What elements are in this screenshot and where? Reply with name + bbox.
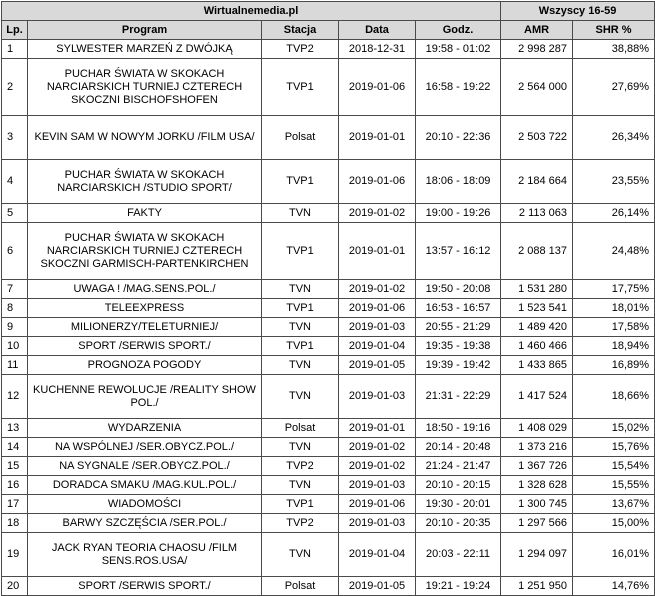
group-header: Wszyscy 16-59 (501, 2, 655, 21)
cell-shr: 15,02% (573, 419, 655, 438)
cell-data: 2019-01-05 (339, 356, 416, 375)
cell-amr: 1 294 097 (501, 533, 573, 577)
cell-data: 2019-01-02 (339, 438, 416, 457)
cell-program: JACK RYAN TEORIA CHAOSU /FILM SENS.ROS.USA/ (28, 533, 262, 577)
cell-lp: 5 (2, 204, 28, 223)
cell-godz: 19:00 - 19:26 (416, 204, 501, 223)
cell-data: 2019-01-06 (339, 299, 416, 318)
cell-program: KEVIN SAM W NOWYM JORKU /FILM USA/ (28, 116, 262, 160)
cell-stacja: TVP2 (262, 457, 339, 476)
table-row (2, 59, 655, 116)
cell-shr: 24,48% (573, 223, 655, 280)
cell-stacja: TVN (262, 533, 339, 577)
cell-program: WYDARZENIA (28, 419, 262, 438)
cell-data: 2019-01-01 (339, 419, 416, 438)
column-header-godz: Godz. (416, 21, 501, 40)
cell-amr: 2 184 664 (501, 160, 573, 204)
cell-data: 2019-01-02 (339, 280, 416, 299)
cell-stacja: TVP1 (262, 495, 339, 514)
cell-shr: 15,76% (573, 438, 655, 457)
table-row (2, 299, 655, 318)
cell-lp: 9 (2, 318, 28, 337)
cell-stacja: TVP1 (262, 337, 339, 356)
table-row (2, 476, 655, 495)
cell-data: 2019-01-03 (339, 514, 416, 533)
column-header-data: Data (339, 21, 416, 40)
table-row (2, 223, 655, 280)
column-header-amr: AMR (501, 21, 573, 40)
cell-lp: 6 (2, 223, 28, 280)
cell-amr: 1 531 280 (501, 280, 573, 299)
cell-stacja: TVN (262, 476, 339, 495)
cell-program: FAKTY (28, 204, 262, 223)
table-row (2, 514, 655, 533)
cell-program: UWAGA ! /MAG.SENS.POL./ (28, 280, 262, 299)
column-header-stacja: Stacja (262, 21, 339, 40)
cell-stacja: Polsat (262, 419, 339, 438)
cell-lp: 15 (2, 457, 28, 476)
cell-shr: 17,58% (573, 318, 655, 337)
cell-data: 2019-01-02 (339, 457, 416, 476)
cell-lp: 16 (2, 476, 28, 495)
cell-amr: 1 460 466 (501, 337, 573, 356)
cell-program: SPORT /SERWIS SPORT./ (28, 577, 262, 596)
cell-shr: 15,54% (573, 457, 655, 476)
cell-godz: 21:31 - 22:29 (416, 375, 501, 419)
cell-amr: 1 523 541 (501, 299, 573, 318)
cell-godz: 20:10 - 20:15 (416, 476, 501, 495)
cell-stacja: TVP1 (262, 223, 339, 280)
cell-shr: 15,00% (573, 514, 655, 533)
cell-stacja: TVN (262, 318, 339, 337)
column-header-shr: SHR % (573, 21, 655, 40)
cell-program: NA SYGNALE /SER.OBYCZ.POL./ (28, 457, 262, 476)
cell-amr: 2 088 137 (501, 223, 573, 280)
cell-shr: 17,75% (573, 280, 655, 299)
cell-program: KUCHENNE REWOLUCJE /REALITY SHOW POL./ (28, 375, 262, 419)
cell-stacja: TVP1 (262, 59, 339, 116)
column-header-lp: Lp. (2, 21, 28, 40)
cell-stacja: TVP2 (262, 40, 339, 59)
cell-lp: 12 (2, 375, 28, 419)
table-row (2, 356, 655, 375)
cell-lp: 1 (2, 40, 28, 59)
cell-amr: 1 417 524 (501, 375, 573, 419)
cell-data: 2019-01-06 (339, 160, 416, 204)
cell-godz: 19:35 - 19:38 (416, 337, 501, 356)
cell-shr: 13,67% (573, 495, 655, 514)
cell-shr: 18,94% (573, 337, 655, 356)
cell-program: DORADCA SMAKU /MAG.KUL.POL./ (28, 476, 262, 495)
cell-stacja: TVP1 (262, 299, 339, 318)
cell-godz: 19:39 - 19:42 (416, 356, 501, 375)
cell-amr: 1 489 420 (501, 318, 573, 337)
cell-program: PROGNOZA POGODY (28, 356, 262, 375)
cell-stacja: TVN (262, 438, 339, 457)
cell-shr: 15,55% (573, 476, 655, 495)
table-row (2, 280, 655, 299)
table-row (2, 577, 655, 596)
cell-lp: 8 (2, 299, 28, 318)
cell-data: 2019-01-03 (339, 476, 416, 495)
cell-program: PUCHAR ŚWIATA W SKOKACH NARCIARSKICH TURNIEJ CZTERECH SKOCZNI BISCHOFSHOFEN (28, 59, 262, 116)
cell-amr: 1 300 745 (501, 495, 573, 514)
cell-lp: 19 (2, 533, 28, 577)
table-row (2, 318, 655, 337)
cell-amr: 1 367 726 (501, 457, 573, 476)
cell-data: 2019-01-03 (339, 375, 416, 419)
cell-program: TELEEXPRESS (28, 299, 262, 318)
cell-godz: 21:24 - 21:47 (416, 457, 501, 476)
cell-amr: 2 113 063 (501, 204, 573, 223)
cell-program: PUCHAR ŚWIATA W SKOKACH NARCIARSKICH TURNIEJ CZTERECH SKOCZNI GARMISCH-PARTENKIRCHEN (28, 223, 262, 280)
cell-godz: 20:03 - 22:11 (416, 533, 501, 577)
cell-godz: 20:14 - 20:48 (416, 438, 501, 457)
table-row (2, 375, 655, 419)
cell-stacja: TVN (262, 204, 339, 223)
cell-shr: 26,14% (573, 204, 655, 223)
cell-amr: 2 503 722 (501, 116, 573, 160)
table-row (2, 419, 655, 438)
cell-godz: 16:53 - 16:57 (416, 299, 501, 318)
cell-program: WIADOMOŚCI (28, 495, 262, 514)
cell-amr: 2 998 287 (501, 40, 573, 59)
table-row (2, 438, 655, 457)
cell-stacja: TVN (262, 280, 339, 299)
cell-amr: 1 373 216 (501, 438, 573, 457)
cell-data: 2019-01-01 (339, 116, 416, 160)
cell-stacja: TVN (262, 375, 339, 419)
cell-program: MILIONERZY/TELETURNIEJ/ (28, 318, 262, 337)
cell-godz: 19:50 - 20:08 (416, 280, 501, 299)
cell-program: SPORT /SERWIS SPORT./ (28, 337, 262, 356)
source-header: Wirtualnemedia.pl (2, 2, 501, 21)
cell-lp: 4 (2, 160, 28, 204)
cell-godz: 20:10 - 20:35 (416, 514, 501, 533)
cell-lp: 20 (2, 577, 28, 596)
table-row (2, 337, 655, 356)
cell-shr: 18,01% (573, 299, 655, 318)
cell-godz: 19:30 - 20:01 (416, 495, 501, 514)
cell-shr: 18,66% (573, 375, 655, 419)
cell-amr: 1 297 566 (501, 514, 573, 533)
cell-godz: 20:55 - 21:29 (416, 318, 501, 337)
header-row-columns (2, 21, 655, 40)
cell-shr: 26,34% (573, 116, 655, 160)
cell-data: 2019-01-04 (339, 533, 416, 577)
cell-lp: 10 (2, 337, 28, 356)
cell-amr: 1 433 865 (501, 356, 573, 375)
table-row (2, 116, 655, 160)
table-row (2, 533, 655, 577)
cell-shr: 38,88% (573, 40, 655, 59)
cell-amr: 1 408 029 (501, 419, 573, 438)
table-row (2, 495, 655, 514)
cell-stacja: Polsat (262, 577, 339, 596)
cell-stacja: TVP1 (262, 160, 339, 204)
cell-data: 2019-01-01 (339, 223, 416, 280)
cell-godz: 20:10 - 22:36 (416, 116, 501, 160)
cell-godz: 13:57 - 16:12 (416, 223, 501, 280)
table-row (2, 160, 655, 204)
cell-godz: 18:06 - 18:09 (416, 160, 501, 204)
cell-shr: 27,69% (573, 59, 655, 116)
cell-program: BARWY SZCZĘŚCIA /SER.POL./ (28, 514, 262, 533)
cell-program: PUCHAR ŚWIATA W SKOKACH NARCIARSKICH /STUDIO SPORT/ (28, 160, 262, 204)
cell-lp: 2 (2, 59, 28, 116)
table-row (2, 204, 655, 223)
table-row (2, 40, 655, 59)
cell-data: 2019-01-06 (339, 495, 416, 514)
cell-data: 2019-01-02 (339, 204, 416, 223)
cell-lp: 11 (2, 356, 28, 375)
header-row-top (2, 2, 655, 21)
cell-stacja: TVP2 (262, 514, 339, 533)
cell-godz: 19:21 - 19:24 (416, 577, 501, 596)
cell-amr: 1 251 950 (501, 577, 573, 596)
ratings-table (1, 1, 655, 596)
cell-program: NA WSPÓLNEJ /SER.OBYCZ.POL./ (28, 438, 262, 457)
cell-stacja: TVN (262, 356, 339, 375)
cell-amr: 1 328 628 (501, 476, 573, 495)
cell-data: 2019-01-05 (339, 577, 416, 596)
cell-data: 2019-01-04 (339, 337, 416, 356)
cell-lp: 13 (2, 419, 28, 438)
cell-shr: 14,76% (573, 577, 655, 596)
cell-data: 2019-01-03 (339, 318, 416, 337)
cell-data: 2019-01-06 (339, 59, 416, 116)
cell-shr: 23,55% (573, 160, 655, 204)
cell-stacja: Polsat (262, 116, 339, 160)
table-row (2, 457, 655, 476)
cell-lp: 7 (2, 280, 28, 299)
cell-data: 2018-12-31 (339, 40, 416, 59)
cell-godz: 16:58 - 19:22 (416, 59, 501, 116)
cell-shr: 16,89% (573, 356, 655, 375)
table-body (2, 40, 655, 596)
cell-lp: 14 (2, 438, 28, 457)
cell-shr: 16,01% (573, 533, 655, 577)
cell-amr: 2 564 000 (501, 59, 573, 116)
cell-lp: 18 (2, 514, 28, 533)
cell-lp: 17 (2, 495, 28, 514)
cell-program: SYLWESTER MARZEŃ Z DWÓJKĄ (28, 40, 262, 59)
cell-godz: 18:50 - 19:16 (416, 419, 501, 438)
cell-lp: 3 (2, 116, 28, 160)
cell-godz: 19:58 - 01:02 (416, 40, 501, 59)
column-header-program: Program (28, 21, 262, 40)
